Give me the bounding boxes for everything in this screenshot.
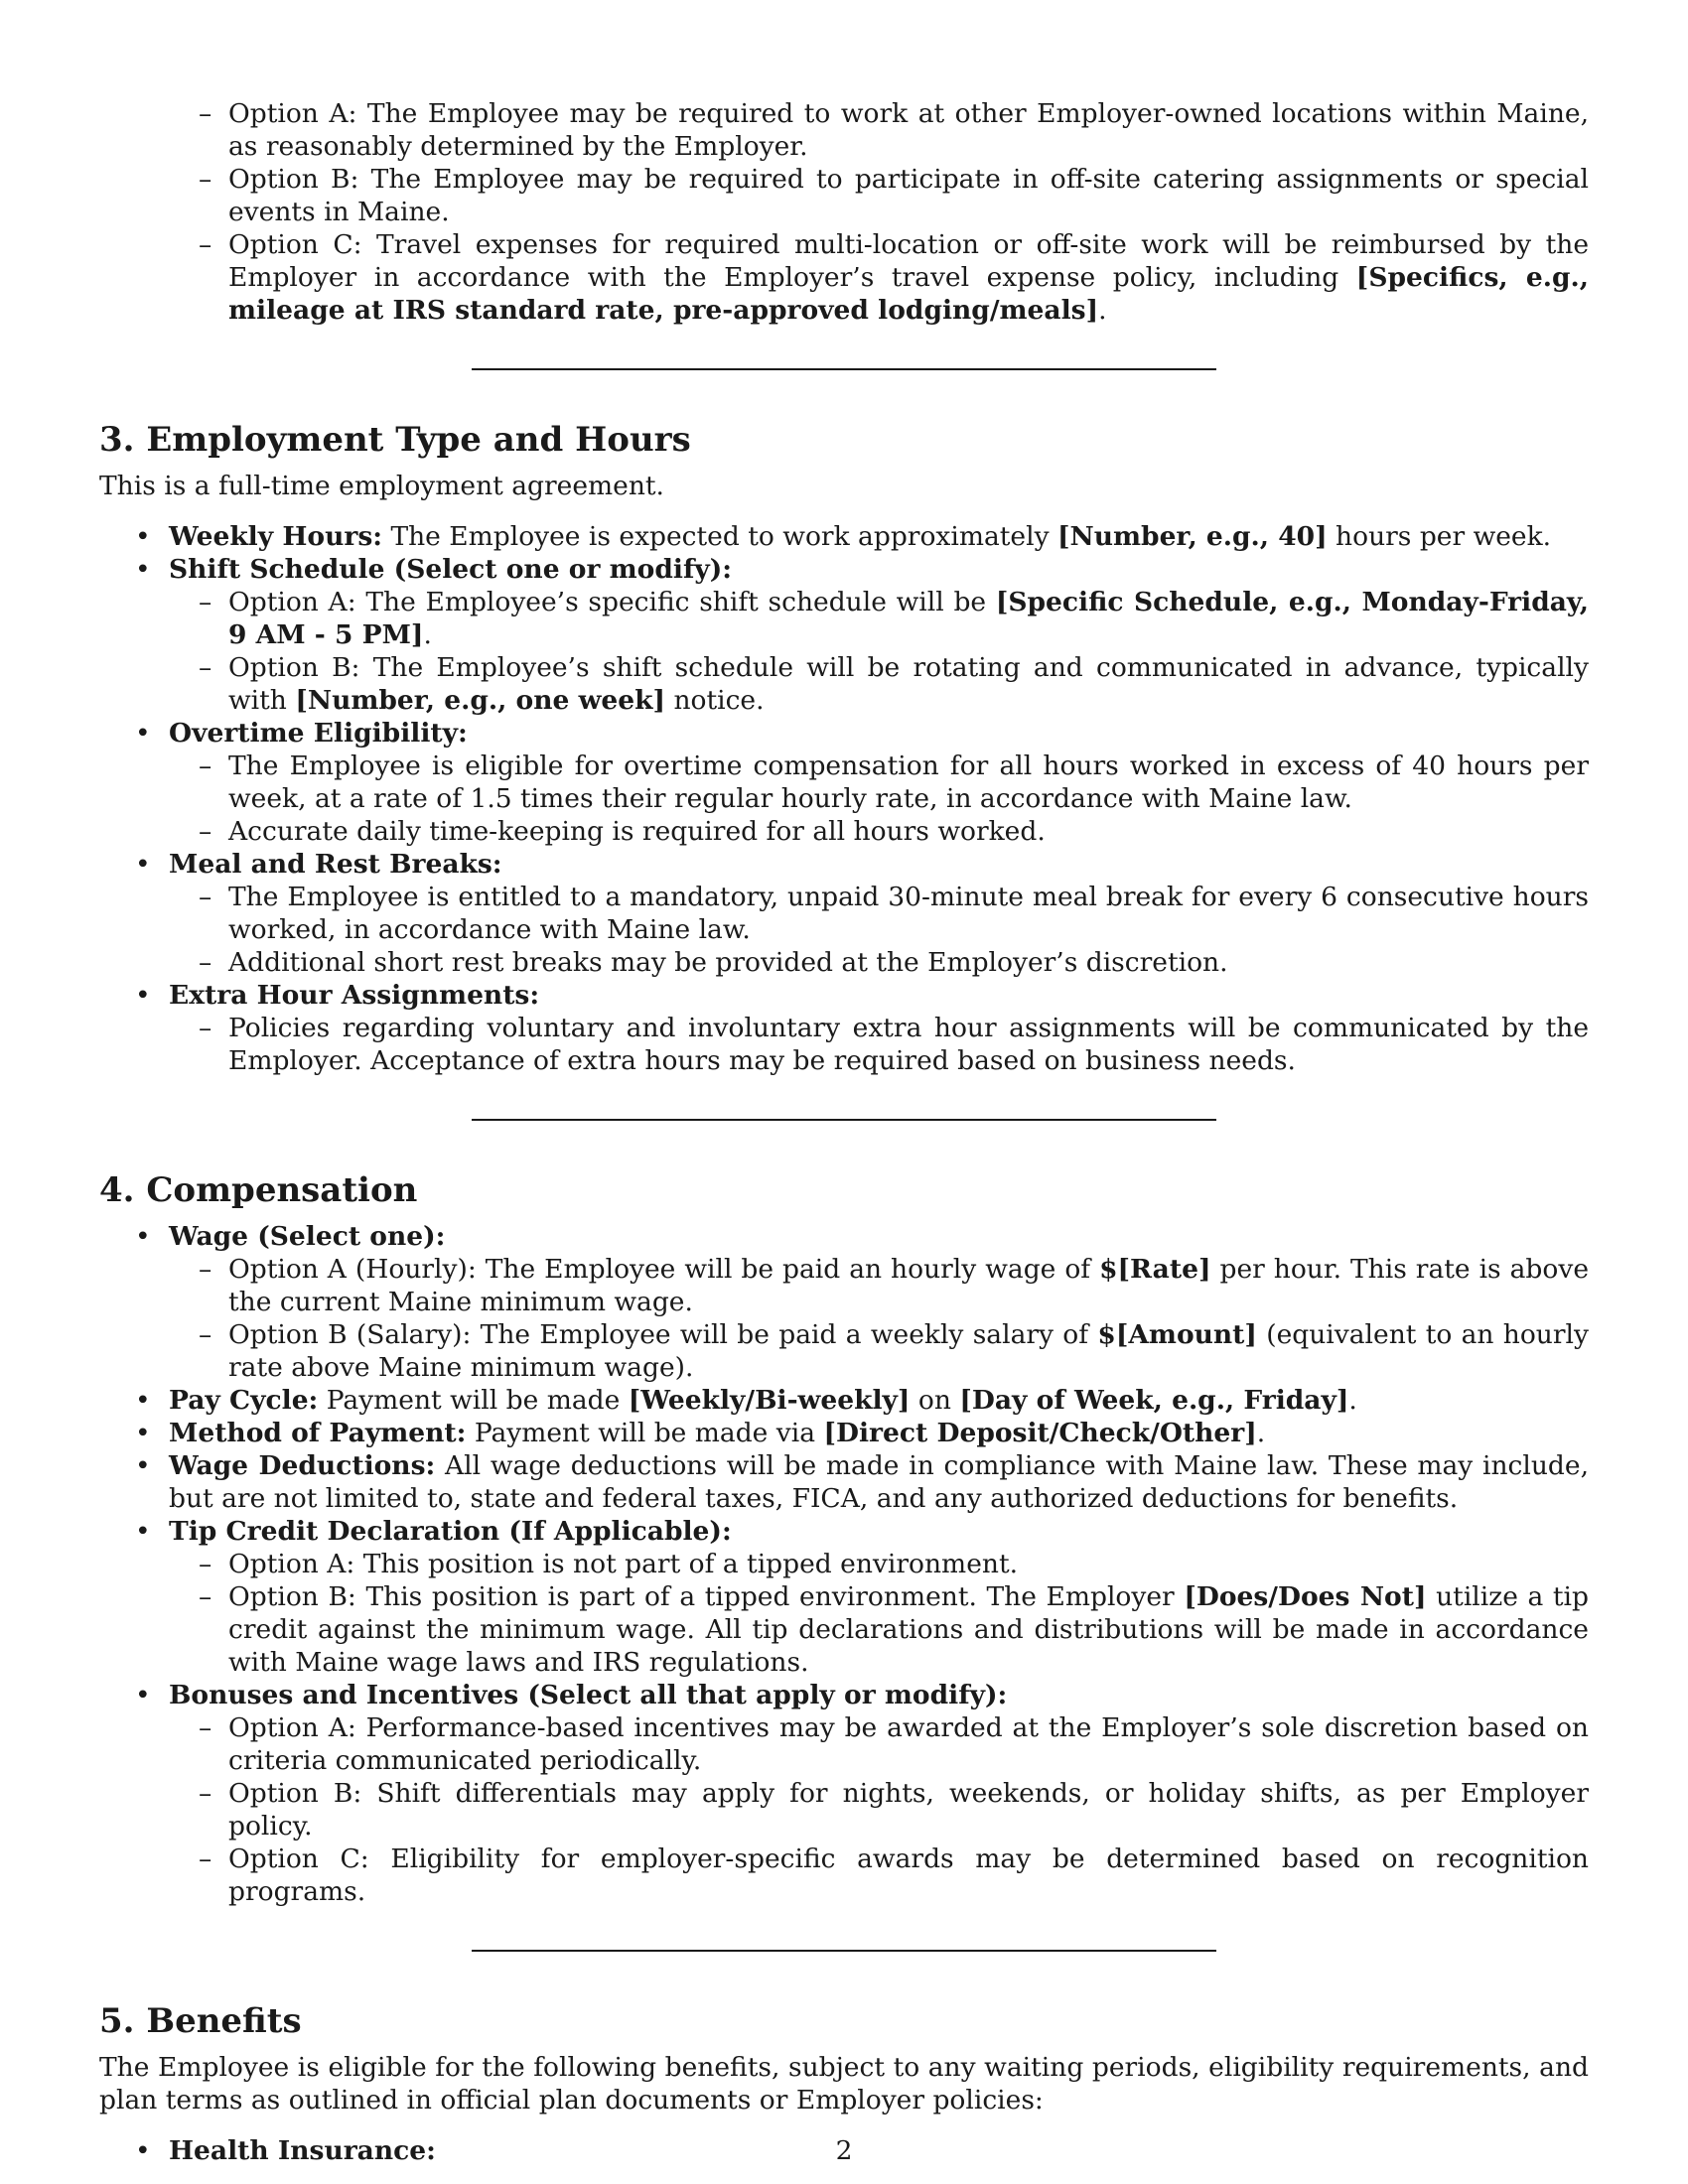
section-3-intro: This is a full-time employment agreement. — [99, 471, 664, 501]
payment-method-item: • Method of Payment: Payment will be made via [Direct Deposit/Check/Other]. — [99, 1417, 1589, 1449]
list-item: – Accurate daily time-keeping is required for all hours worked. — [99, 815, 1589, 848]
list-item: – Option B: The Employee may be required to participate in off-site catering assignments or special events in Maine. — [99, 163, 1589, 228]
list-item: – Option B: The Employee’s shift schedule will be rotating and communicated in advance, typically with [Number, e.g., one week] notice. — [99, 651, 1589, 717]
section-3-list — [99, 520, 1589, 1077]
list-item: – Policies regarding voluntary and involuntary extra hour assignments will be communicated by the Employer. Acceptance of extra hours may be required based on business needs. — [99, 1012, 1589, 1077]
section-4-heading: 4. Compensation — [99, 1170, 418, 1210]
travel-options-list — [99, 97, 1589, 327]
list-item: – The Employee is entitled to a mandatory, unpaid 30-minute meal break for every 6 consecutive hours worked, in accordance with Maine law. — [99, 881, 1589, 946]
wage-item: • Wage (Select one): – Option A (Hourly): The Employee will be paid an hourly wage of $[Rate] per hour. This rate is above the current Maine minimum wage. – Option B (Salary): The Employee will be paid a weekly salary of $[Amount] (equivalent to an hourly rate above Maine minimum wage). — [99, 1220, 1589, 1384]
list-item: – Option A: This position is not part of a tipped environment. — [99, 1548, 1589, 1580]
weekly-hours-item: • Weekly Hours: The Employee is expected to work approximately [Number, e.g., 40] hours per week. — [99, 520, 1589, 553]
extra-hours-item: • Extra Hour Assignments: – Policies regarding voluntary and involuntary extra hour assignments will be communicated by the Employer. Acceptance of extra hours may be required based on business needs. — [99, 979, 1589, 1077]
wage-deductions-item: • Wage Deductions: All wage deductions will be made in compliance with Maine law. These may include, but are not limited to, state and federal taxes, FICA, and any authorized deductions for benefits. — [99, 1449, 1589, 1515]
tip-credit-item: • Tip Credit Declaration (If Applicable): – Option A: This position is not part of a tipped environment. – Option B: This position is part of a tipped environment. The Employer [Does/Does Not] utilize a tip credit against the minimum wage. All tip declarations and distributions will be made in accordance with Maine wage laws and IRS regulations. — [99, 1515, 1589, 1679]
list-item: – Option B: Shift differentials may apply for nights, weekends, or holiday shifts, as per Employer policy. — [99, 1777, 1589, 1843]
list-item: – Option C: Travel expenses for required multi-location or off-site work will be reimbursed by the Employer in accordance with the Employer’s travel expense policy, including [Specifics, e.g., mileage at IRS standard rate, pre-approved lodging/meals]. — [99, 228, 1589, 327]
section-5-heading: 5. Benefits — [99, 2001, 302, 2041]
list-item: – Option A: The Employee’s specific shift schedule will be [Specific Schedule, e.g., Monday-Friday, 9 AM - 5 PM]. — [99, 586, 1589, 651]
section-4-list — [99, 1220, 1589, 1908]
list-item: – Option A: The Employee may be required to work at other Employer-owned locations within Maine, as reasonably determined by the Employer. — [99, 97, 1589, 163]
pay-cycle-item: • Pay Cycle: Payment will be made [Weekly/Bi-weekly] on [Day of Week, e.g., Friday]. — [99, 1384, 1589, 1417]
health-insurance-item: • Health Insurance: — [99, 2134, 1589, 2167]
section-3-heading: 3. Employment Type and Hours — [99, 420, 691, 460]
section-divider — [472, 1950, 1216, 1952]
section-5-intro: The Employee is eligible for the following benefits, subject to any waiting periods, eligibility requirements, and plan terms as outlined in official plan documents or Employer policies: — [99, 2052, 1589, 2116]
bonuses-item: • Bonuses and Incentives (Select all that apply or modify): – Option A: Performance-based incentives may be awarded at the Employer’s sole discretion based on criteria communicated periodically. – Option B: Shift differentials may apply for nights, weekends, or holiday shifts, as per Employer policy. – Option C: Eligibility for employer-specific awards may be determined based on recognition programs. — [99, 1679, 1589, 1908]
list-item: – Option A (Hourly): The Employee will be paid an hourly wage of $[Rate] per hour. This rate is above the current Maine minimum wage. — [99, 1253, 1589, 1318]
list-item: – Option B: This position is part of a tipped environment. The Employer [Does/Does Not] utilize a tip credit against the minimum wage. All tip declarations and distributions will be made in accordance with Maine wage laws and IRS regulations. — [99, 1580, 1589, 1679]
list-item: – The Employee is eligible for overtime compensation for all hours worked in excess of 40 hours per week, at a rate of 1.5 times their regular hourly rate, in accordance with Maine law. — [99, 750, 1589, 815]
overtime-item: • Overtime Eligibility: – The Employee is eligible for overtime compensation for all hours worked in excess of 40 hours per week, at a rate of 1.5 times their regular hourly rate, in accordance with Maine law. – Accurate daily time-keeping is required for all hours worked. — [99, 717, 1589, 848]
list-item: – Option A: Performance-based incentives may be awarded at the Employer’s sole discretion based on criteria communicated periodically. — [99, 1711, 1589, 1777]
meal-breaks-item: • Meal and Rest Breaks: – The Employee is entitled to a mandatory, unpaid 30-minute meal break for every 6 consecutive hours worked, in accordance with Maine law. – Additional short rest breaks may be provided at the Employer’s discretion. — [99, 848, 1589, 979]
section-divider — [472, 1119, 1216, 1121]
shift-schedule-item: • Shift Schedule (Select one or modify): – Option A: The Employee’s specific shift schedule will be [Specific Schedule, e.g., Monday-Friday, 9 AM - 5 PM]. – Option B: The Employee’s shift schedule will be rotating and communicated in advance, typically with [Number, e.g., one week] notice. — [99, 553, 1589, 717]
document-page — [99, 97, 1589, 2167]
list-item: – Additional short rest breaks may be provided at the Employer’s discretion. — [99, 946, 1589, 979]
list-item: – Option B (Salary): The Employee will be paid a weekly salary of $[Amount] (equivalent to an hourly rate above Maine minimum wage). — [99, 1318, 1589, 1384]
list-item: – Option C: Eligibility for employer-specific awards may be determined based on recognition programs. — [99, 1843, 1589, 1908]
page-number: 2 — [835, 2135, 853, 2166]
section-divider — [472, 368, 1216, 370]
